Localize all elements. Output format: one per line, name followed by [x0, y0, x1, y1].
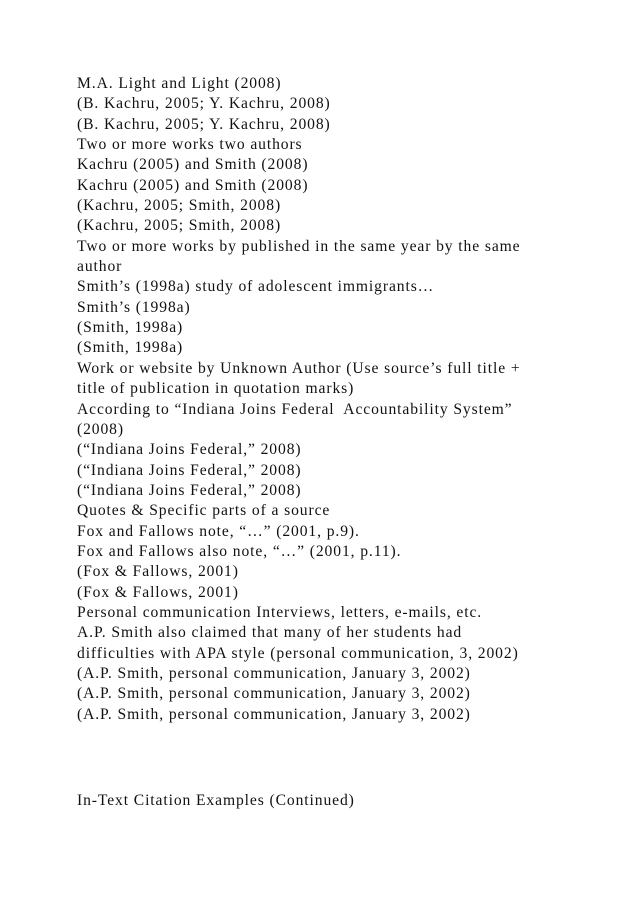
text-line: Kachru (2005) and Smith (2008) — [77, 156, 309, 174]
text-line: Smith’s (1998a) study of adolescent immigrants… — [77, 278, 435, 296]
text-line: (Fox & Fallows, 2001) — [77, 563, 239, 581]
text-line: Personal communication Interviews, letters, e-mails, etc. — [77, 603, 483, 621]
text-line: (“Indiana Joins Federal,” 2008) — [77, 481, 302, 499]
text-line: title of publication in quotation marks) — [77, 380, 355, 398]
text-line: (Smith, 1998a) — [77, 339, 184, 357]
text-line: (Kachru, 2005; Smith, 2008) — [77, 217, 282, 235]
text-line: Smith’s (1998a) — [77, 298, 191, 316]
text-line: Two or more works by published in the same year by the same — [77, 237, 521, 255]
text-line: M.A. Light and Light (2008) — [77, 75, 282, 92]
text-line: (A.P. Smith, personal communication, January 3, 2002) — [77, 685, 471, 703]
text-line: (A.P. Smith, personal communication, January 3, 2002) — [77, 664, 471, 682]
text-line: (“Indiana Joins Federal,” 2008) — [77, 441, 302, 459]
text-line: A.P. Smith also claimed that many of her students had — [77, 624, 463, 642]
text-line: (“Indiana Joins Federal,” 2008) — [77, 461, 302, 479]
text-line: Work or website by Unknown Author (Use source’s full title + — [77, 359, 521, 377]
text-line: Two or more works two authors — [77, 136, 303, 154]
text-line: Fox and Fallows also note, “…” (2001, p.11). — [77, 542, 402, 560]
text-line: (B. Kachru, 2005; Y. Kachru, 2008) — [77, 115, 331, 133]
text-line: According to “Indiana Joins Federal Accountability System” — [77, 400, 513, 418]
text-line: (Kachru, 2005; Smith, 2008) — [77, 197, 282, 215]
text-line: Kachru (2005) and Smith (2008) — [77, 176, 309, 194]
document-body — [77, 74, 577, 725]
text-line: (B. Kachru, 2005; Y. Kachru, 2008) — [77, 95, 331, 113]
text-line: difficulties with APA style (personal communication, 3, 2002) — [77, 644, 519, 662]
text-line: (A.P. Smith, personal communication, January 3, 2002) — [77, 705, 471, 723]
text-line: Fox and Fallows note, “…” (2001, p.9). — [77, 522, 360, 540]
text-line: author — [77, 258, 123, 276]
text-line: (Fox & Fallows, 2001) — [77, 583, 239, 601]
text-line: (Smith, 1998a) — [77, 319, 184, 337]
text-line: Quotes & Specific parts of a source — [77, 502, 331, 520]
section-heading: In-Text Citation Examples (Continued) — [77, 792, 355, 809]
text-line: (2008) — [77, 420, 124, 438]
